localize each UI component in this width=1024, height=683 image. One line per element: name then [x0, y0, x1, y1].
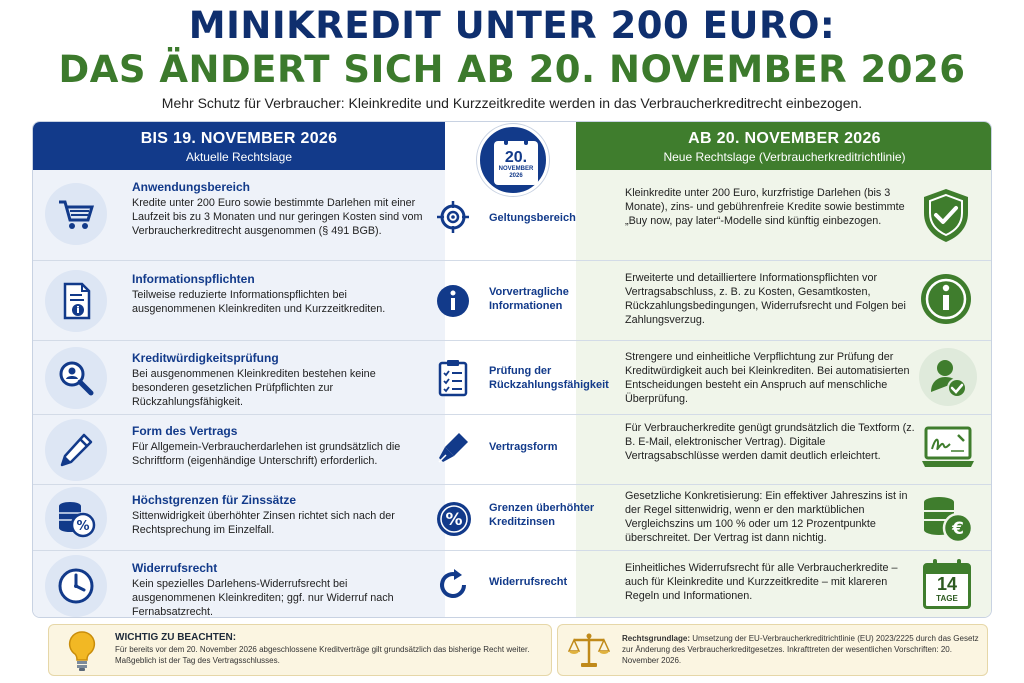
- pen-icon: [45, 419, 107, 481]
- person-check-icon: [919, 348, 977, 406]
- calendar-days-label: TAGE: [936, 594, 958, 603]
- right-text: Kleinkredite unter 200 Euro, kurzfristige Darlehen (bis 3 Monate), zins- und gebührenfreie Kredite sowie bestimmte „Buy now, pay later“-Modelle sind künftig einbezogen.: [625, 187, 905, 227]
- shield-check-icon: [919, 186, 973, 244]
- calendar-month: NOVEMBER: [498, 166, 534, 172]
- row-vertragsform: [33, 414, 992, 484]
- scales-icon: [568, 631, 610, 669]
- center-label: Widerrufsrecht: [489, 576, 568, 588]
- left-header-title: BIS 19. NOVEMBER 2026: [140, 130, 338, 147]
- center-label: Vorvertragliche Informationen: [489, 286, 569, 312]
- left-title: Anwendungsbereich: [132, 180, 251, 194]
- row-informationen: [33, 260, 992, 340]
- left-text: Für Allgemein-Verbraucherdarlehen ist grundsätzlich die Schriftform (eigenhändige Unterschrift) erforderlich.: [132, 441, 401, 467]
- note-important: [48, 624, 552, 676]
- lightbulb-icon: [67, 630, 97, 672]
- fountain-pen-icon: [435, 430, 471, 466]
- note-important-title: WICHTIG ZU BEACHTEN:: [115, 632, 237, 643]
- calendar-14-icon: [923, 559, 971, 609]
- right-header-subtitle: Neue Rechtslage (Verbraucherkreditrichtlinie): [663, 150, 906, 164]
- row-pruefung: [33, 340, 992, 414]
- calendar-days: 14: [936, 574, 958, 594]
- title-line-2: DAS ÄNDERT SICH AB 20. NOVEMBER 2026: [58, 48, 966, 91]
- refresh-arrow-icon: [435, 567, 471, 603]
- row-zinsen: [33, 484, 992, 550]
- left-title: Informationspflichten: [132, 272, 255, 286]
- center-label: Vertragsform: [489, 441, 558, 453]
- magnifier-person-icon: [45, 347, 107, 409]
- left-title: Kreditwürdigkeitsprüfung: [132, 351, 279, 365]
- left-title: Höchstgrenzen für Zinssätze: [132, 493, 297, 507]
- right-text: Strengere und einheitliche Verpflichtung zur Prüfung der Kreditwürdigkeit auch bei Kleinkrediten. Bei automatisierten Entscheidungen besteht ein Anspruch auf menschliche Überprüfung.: [625, 351, 910, 405]
- left-title: Form des Vertrags: [132, 424, 238, 438]
- coins-percent-icon: [45, 487, 107, 549]
- left-text: Teilweise reduzierte Informationspflichten bei ausgenommenen Kleinkrediten und Kurzzeitkrediten.: [132, 289, 386, 315]
- right-text: Erweiterte und detailliertere Informationspflichten vor Vertragsabschluss, z. B. zu Kosten, Gesamtkosten, Rückzahlungsbedingungen, Widerrufsrecht und Folgen bei Zahlungsverzug.: [625, 272, 906, 326]
- right-text: Gesetzliche Konkretisierung: Ein effektiver Jahreszins ist in der Regel sittenwidrig, wenn er den marktüblichen Vergleichszins um 100 % oder um 12 Prozentpunkte überschreitet. Der Vertrag ist dann nichtig.: [625, 490, 908, 544]
- info-document-icon: [45, 270, 107, 332]
- right-text: Für Verbraucherkredite genügt grundsätzlich die Textform (z. B. E-Mail, elektronischer Vertrag). Digitale Vertragsabschlüsse werden damit deutlich erleichtert.: [625, 422, 915, 462]
- coins-euro-icon: [919, 492, 975, 546]
- right-header: [576, 122, 992, 170]
- comparison-panel: [32, 121, 992, 618]
- svg-text:%: %: [76, 519, 90, 534]
- left-title: Widerrufsrecht: [132, 561, 218, 575]
- shopping-cart-icon: [45, 183, 107, 245]
- note-legal-basis-body: Umsetzung der EU-Verbraucherkreditrichtlinie (EU) 2023/2225 durch das Gesetz zur Änderung des Verbraucherkreditgesetzes. Inkrafttreten der wesentlichen Vorschriften: 20. November 2026.: [622, 634, 979, 665]
- note-important-text: Für bereits vor dem 20. November 2026 abgeschlossene Kreditverträge gilt grundsätzlich das bisherige Recht weiter. Maßgeblich ist der Tag des Vertragsschlusses.: [115, 645, 530, 665]
- info-circle-icon: [435, 283, 471, 319]
- left-header-subtitle: Aktuelle Rechtslage: [185, 150, 293, 164]
- left-header: [33, 122, 445, 170]
- center-label: Prüfung der Rückzahlungsfähigkeit: [489, 365, 609, 391]
- checklist-icon: [435, 358, 471, 398]
- center-label: Grenzen überhöhter Kreditzinsen: [489, 502, 595, 528]
- subtitle: Mehr Schutz für Verbraucher: Kleinkredite und Kurzzeitkredite werden in das Verbraucherkreditrecht einbezogen.: [161, 95, 863, 111]
- left-text: Bei ausgenommenen Kleinkrediten bestehen keine besonderen gesetzlichen Prüfpflichten zur Rückzahlungsfähigkeit.: [132, 368, 376, 408]
- note-legal-basis-text: [622, 633, 982, 666]
- right-header-title: AB 20. NOVEMBER 2026: [688, 130, 881, 147]
- title-line-1: MINIKREDIT UNTER 200 EURO:: [188, 4, 836, 47]
- svg-text:%: %: [445, 510, 463, 530]
- row-widerrufsrecht: [33, 550, 992, 618]
- laptop-signature-icon: [919, 425, 977, 471]
- note-legal-basis-label: Rechtsgrundlage:: [622, 634, 691, 643]
- left-text: Kredite unter 200 Euro sowie bestimmte Darlehen mit einer Laufzeit bis zu 3 Monaten und nur geringen Kosten sind vom Verbraucherkreditrecht ausgenommen (§ 491 BGB).: [132, 197, 423, 237]
- svg-text:€: €: [952, 519, 964, 539]
- note-legal-basis: [557, 624, 988, 676]
- left-text: Sittenwidrigkeit überhöhter Zinsen richtet sich nach der Rechtsprechung im Einzelfall.: [132, 510, 395, 536]
- left-text: Kein spezielles Darlehens-Widerrufsrecht bei ausgenommenen Kleinkrediten; ggf. nur Widerruf nach Fernabsatzrecht.: [132, 578, 394, 618]
- center-label: Geltungsbereich: [489, 212, 576, 224]
- target-icon: [435, 199, 471, 235]
- calendar-day: 20.: [504, 149, 528, 166]
- clock-icon: [45, 555, 107, 617]
- row-geltungsbereich: [33, 170, 992, 260]
- info-icon: [919, 272, 973, 326]
- calendar-year: 2026: [509, 173, 523, 179]
- percent-circle-icon: [435, 500, 473, 538]
- right-text: Einheitliches Widerrufsrecht für alle Verbraucherkredite – auch für Kleinkredite und Kurzzeitkredite – mit klareren Regeln und Informationen.: [625, 562, 898, 602]
